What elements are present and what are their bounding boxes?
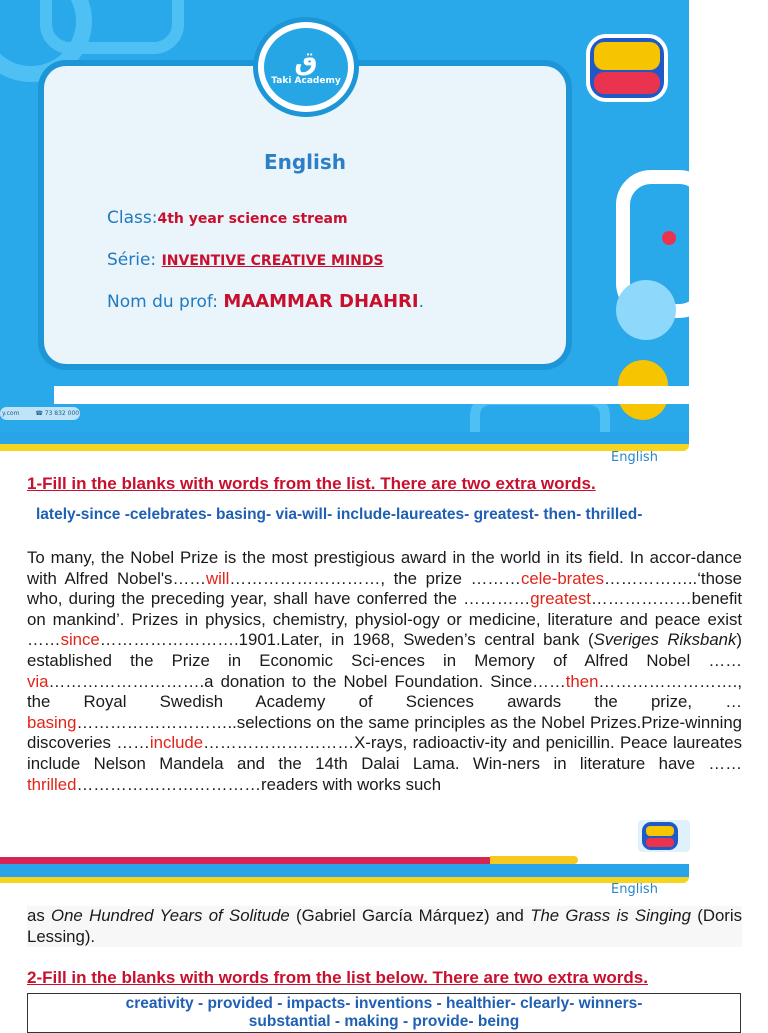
exercise2-word-list-line1: creativity - provided - impacts- inventions - healthier- clearly- winners- — [125, 995, 643, 1012]
text-segment: ………………benefit on mankind’. Prizes in physics, chemistry, physiol-ogy or medicine, literature and peace exist …… — [27, 589, 742, 650]
page-footer-bar-yellow — [490, 856, 578, 864]
prof-suffix: . — [418, 292, 424, 312]
answer-word: via — [27, 671, 49, 691]
serie-line — [107, 250, 384, 270]
text-segment: ………………………..selections on the same principles as the Nobel Prizes.Prize-winning discoveries …… — [27, 712, 742, 753]
text-segment: ……………..‘those who, during the preceding year, shall have conferred the ………… — [27, 568, 742, 609]
page-header-accent — [0, 444, 689, 451]
answer-word: will — [206, 568, 230, 588]
class-value: 4th year science stream — [157, 211, 348, 227]
serie-value: INVENTIVE CREATIVE MINDS — [161, 253, 384, 269]
exercise1-heading: 1-Fill in the blanks with words from the list. There are two extra words. — [27, 474, 596, 493]
exercise2-word-list-line2: substantial - making - provide- being — [248, 1013, 520, 1030]
logo-mark-icon: ق — [294, 47, 318, 77]
answer-word: since — [60, 630, 100, 650]
page-header-bar — [0, 432, 689, 444]
answer-word: include — [149, 733, 204, 753]
page2-header-bar — [0, 864, 689, 877]
text-segment: ………………………, the prize ……… — [229, 568, 521, 588]
text-segment: ……………………., the Royal Swedish Academy of Sciences awards the prize, … — [27, 671, 742, 712]
page-footer-bar-red — [0, 857, 498, 864]
italic-title: One Hundred Years of Solitude — [51, 906, 290, 925]
cover-white-strip — [54, 386, 744, 404]
italic-title: The Grass is Singing — [530, 906, 691, 925]
text-segment: ) established the Prize in Economic Sci-ences in Memory of Alfred Nobel …… — [27, 630, 742, 670]
exercise1-paragraph-continued — [27, 906, 742, 947]
text-segment: ……………………………readers with works such — [76, 774, 442, 794]
footer-badge-icon — [638, 818, 690, 854]
text-segment: as — [27, 906, 52, 925]
serie-label: Série: — [107, 250, 162, 270]
page2-header-accent — [0, 877, 689, 883]
taki-academy-logo — [264, 28, 348, 106]
cover-footer — [0, 407, 80, 420]
text-segment: …………………….1901.Later, in 1968, Sweden’s central bank ( — [99, 630, 594, 650]
decor-circle — [616, 280, 676, 340]
exercise2-heading: 2-Fill in the blanks with words from the list below. There are two extra words. — [27, 968, 648, 987]
class-line — [107, 208, 348, 228]
text-segment: ………………………X-rays, radioactiv-ity and penicillin. Peace laureates include Nelson Mandela and the 14th Dalai Lama. Win-ners in literature have …… — [27, 733, 742, 773]
answer-word: thrilled — [27, 774, 77, 794]
decor-pill — [40, 0, 184, 54]
text-segment: ……………………….a donation to the Nobel Foundation. Since…… — [48, 671, 566, 691]
footer-phone: 73 832 000 — [44, 410, 80, 417]
answer-word: greatest — [530, 589, 591, 609]
decor-red-dot — [662, 231, 676, 245]
page2-tag: English — [611, 882, 658, 897]
logo-text: Taki Academy — [271, 76, 341, 86]
answer-word: basing — [27, 712, 77, 732]
page-tag: English — [611, 450, 658, 465]
prof-line — [107, 291, 424, 312]
text-segment: (Gabriel García Márquez) and — [289, 906, 531, 925]
exercise2-word-box — [27, 993, 741, 1033]
answer-word: then — [565, 671, 599, 691]
text-segment: (Doris Lessing). — [27, 906, 742, 946]
prof-value: MAAMMAR DHAHRI — [223, 291, 419, 312]
text-segment: To many, the Nobel Prize is the most prestigious award in the world in its field. In accor-dance with Alfred Nobel's…… — [27, 548, 742, 588]
brand-badge-icon — [584, 30, 670, 106]
subject-title: English — [263, 150, 347, 174]
answer-word: cele-brates — [520, 568, 604, 588]
italic-title: Sveriges Riksbank — [593, 630, 737, 650]
exercise1-paragraph — [27, 548, 742, 796]
exercise1-word-list: lately-since -celebrates- basing- via-will- include-laureates- greatest- then- thrilled- — [36, 506, 643, 523]
phone-icon: ☎ — [35, 410, 43, 417]
prof-label: Nom du prof: — [107, 292, 224, 312]
footer-site: y.com — [2, 410, 20, 417]
class-label: Class: — [107, 208, 158, 228]
